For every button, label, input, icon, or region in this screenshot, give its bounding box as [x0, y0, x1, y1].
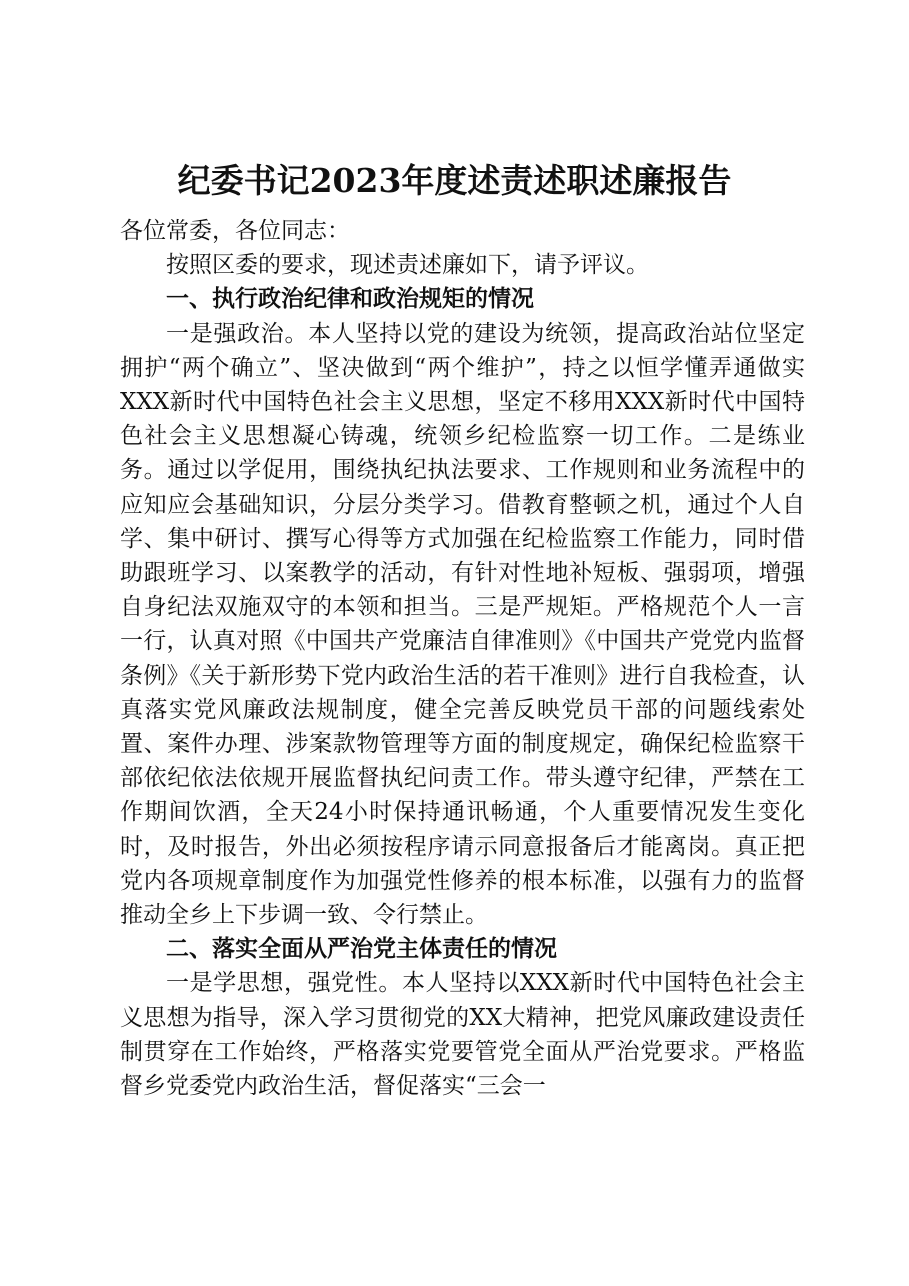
document-title: 纪委书记2023年度述责述职述廉报告: [177, 161, 732, 200]
salutation: 各位常委，各位同志：: [120, 218, 350, 244]
document-body: [120, 214, 805, 1103]
section-2-heading: 二、落实全面从严治党主体责任的情况: [166, 935, 557, 963]
section-2-paragraph: 一是学思想，强党性。本人坚持以XXX新时代中国特色社会主义思想为指导，深入学习贯彻党的XX大精神，把党风廉政建设责任制贯穿在工作始终，严格落实党要管党全面从严治党要求。严格监督乡党委党内政治生活，督促落实“三会一: [120, 970, 805, 1100]
section-1-paragraph: 一是强政治。本人坚持以党的建设为统领，提高政治站位坚定拥护“两个确立”、坚决做到“两个维护”，持之以恒学懂弄通做实XXX新时代中国特色社会主义思想，坚定不移用XXX新时代中国特色社会主义思想凝心铸魂，统领乡纪检监察一切工作。二是练业务。通过以学促用，围绕执纪执法要求、工作规则和业务流程中的应知应会基础知识，分层分类学习。借教育整顿之机，通过个人自学、集中研讨、撰写心得等方式加强在纪检监察工作能力，同时借助跟班学习、以案教学的活动，有针对性地补短板、强弱项，增强自身纪法双施双守的本领和担当。三是严规矩。严格规范个人一言一行，认真对照《中国共产党廉洁自律准则》《中国共产党党内监督条例》《关于新形势下党内政治生活的若干准则》进行自我检查，认真落实党风廉政法规制度，健全完善反映党员干部的问题线索处置、案件办理、涉案款物管理等方面的制度规定，确保纪检监察干部依纪依法依规开展监督执纪问责工作。带头遵守纪律，严禁在工作期间饮酒，全天24小时保持通讯畅通，个人重要情况发生变化时，及时报告，外出必须按程序请示同意报备后才能离岗。真正把党内各项规章制度作为加强党性修养的根本标准，以强有力的监督推动全乡上下步调一致、令行禁止。: [120, 320, 805, 929]
section-1-heading: 一、执行政治纪律和政治规矩的情况: [166, 285, 534, 313]
intro-paragraph: 按照区委的要求，现述责述廉如下，请予评议。: [166, 252, 649, 279]
